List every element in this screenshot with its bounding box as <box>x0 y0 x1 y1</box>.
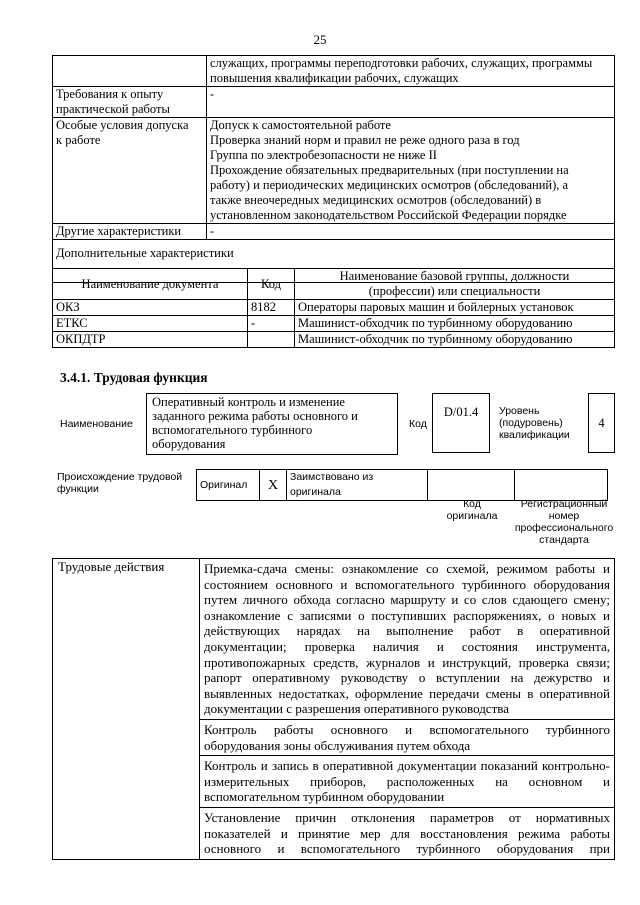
other-label: Другие характеристики <box>53 224 207 240</box>
code-original-line: Код <box>463 498 481 510</box>
continued-label-cell <box>53 56 207 87</box>
borrowed-label: Заимствовано из оригинала <box>287 470 428 501</box>
requirements-table <box>52 55 615 283</box>
action-line: измерительных приборов, расположенных на основном и <box>204 773 610 789</box>
name-label: Наименование <box>60 418 133 430</box>
reg-number-caption <box>514 498 614 546</box>
row-code: 8182 <box>248 300 295 316</box>
row-doc: ОКЗ <box>53 300 248 316</box>
action-line: Установление причин отклонения параметров от нормативных <box>204 809 610 825</box>
action-line: вспомогательном турбинном оборудовании <box>204 789 445 805</box>
code-label: Код <box>409 418 427 430</box>
action-item <box>200 756 615 808</box>
action-line: основного и вспомогательного турбинного оборудования при <box>204 841 610 857</box>
special-line: Прохождение обязательных предварительных (при поступлении на <box>210 163 569 177</box>
code-original-cell <box>428 470 515 501</box>
special-label-line: к работе <box>56 133 101 147</box>
row-code: - <box>248 316 295 332</box>
page-number: 25 <box>313 32 327 47</box>
reg-line: стандарта <box>539 534 589 546</box>
action-line: действующих нарядах на выполнение работ в оперативной <box>204 623 610 639</box>
section-heading: 3.4.1. Трудовая функция <box>60 370 208 385</box>
special-line: установленном законодательством Российской Федерации порядке <box>210 208 567 222</box>
row-name: Машинист-обходчик по турбинному оборудованию <box>295 332 615 348</box>
action-line: выявленных недостатках, оформление передачи смены в оперативной <box>204 685 610 701</box>
special-conditions-value <box>207 118 615 224</box>
origin-label-line: функции <box>57 483 99 495</box>
reg-line: профессионального <box>514 522 614 534</box>
function-name-box <box>146 393 398 455</box>
row-code <box>248 332 295 348</box>
special-line: Допуск к самостоятельной работе <box>210 118 391 132</box>
action-line: путем личного обхода согласно маршруту и со слов сдающего смену; <box>204 592 610 608</box>
special-line: Проверка знаний норм и правил не реже одного раза в год <box>210 133 520 147</box>
action-line: рапорт оперативному руководству о вступлении на дежурство и <box>204 670 610 686</box>
action-line: Контроль работы основного и вспомогательного турбинного <box>204 721 610 737</box>
level-label-line: Уровень <box>499 405 540 417</box>
header-code: Код <box>248 269 295 300</box>
action-line: оборудования зоны обслуживания путем обхода <box>204 737 471 753</box>
special-line: Группа по электробезопасности не ниже II <box>210 148 437 162</box>
action-item <box>200 719 615 755</box>
action-line: документации с разрешения оперативного руководства <box>204 701 509 717</box>
continued-value-cell <box>207 56 615 87</box>
level-label <box>499 405 570 441</box>
reg-line: Регистрационный <box>520 498 608 510</box>
experience-label-line: Требования к опыту <box>56 87 164 101</box>
code-value: D/01.4 <box>443 405 479 419</box>
origin-label <box>57 471 182 495</box>
header-group-line: Наименование базовой группы, должности <box>339 269 570 283</box>
function-name-line: оборудования <box>152 437 226 451</box>
action-line: ознакомление с записями о поступивших распоряжениях, о новых и <box>204 607 610 623</box>
row-doc: ЕТКС <box>53 316 248 332</box>
action-line: состоянием основного и вспомогательного турбинного оборудования <box>204 576 610 592</box>
level-value-box <box>588 393 615 453</box>
action-line: противопожарных средств, журналов и инструкций, проверка связи; <box>204 654 610 670</box>
code-original-line: оригинала <box>446 510 498 522</box>
other-value: - <box>207 224 615 240</box>
header-doc: Наименование документа <box>53 269 248 300</box>
special-label-line: Особые условия допуска <box>56 118 189 132</box>
function-name-line: заданного режима работы основного и <box>152 409 358 423</box>
row-doc: ОКПДТР <box>53 332 248 348</box>
level-value: 4 <box>598 416 605 430</box>
original-mark: X <box>260 470 287 501</box>
action-line: показателей и принятие мер для восстановления режима работы <box>204 825 610 841</box>
labor-actions-table <box>52 558 615 860</box>
original-label: Оригинал <box>197 470 260 501</box>
row-name: Операторы паровых машин и бойлерных установок <box>295 300 615 316</box>
action-line: Приемка-сдача смены: ознакомление со схемой, режимом работы и <box>204 561 610 576</box>
origin-table <box>196 469 608 501</box>
continued-line: служащих, программы переподготовки рабочих, служащих, программы <box>210 56 593 70</box>
table-row <box>53 332 615 348</box>
header-group-line: (профессии) или специальности <box>368 284 541 298</box>
actions-label: Трудовые действия <box>53 559 200 860</box>
level-label-line: квалификации <box>499 429 570 441</box>
additional-title: Дополнительные характеристики <box>53 240 615 283</box>
additional-table <box>52 268 615 348</box>
special-conditions-label <box>53 118 207 224</box>
code-value-box <box>432 393 490 453</box>
experience-value: - <box>207 87 615 118</box>
special-line: работу) и периодических медицинских осмотров (обследований), а <box>210 178 569 192</box>
action-item <box>200 559 615 720</box>
header-group <box>295 269 615 300</box>
origin-label-line: Происхождение трудовой <box>57 471 183 483</box>
experience-label <box>53 87 207 118</box>
action-item <box>200 807 615 859</box>
code-original-caption <box>430 498 514 522</box>
function-name-line: вспомогательного турбинного <box>152 423 313 437</box>
reg-number-cell <box>515 470 608 501</box>
experience-label-line: практической работы <box>56 102 170 116</box>
table-row <box>53 316 615 332</box>
row-name: Машинист-обходчик по турбинному оборудованию <box>295 316 615 332</box>
table-row <box>53 300 615 316</box>
action-line: Контроль и запись в оперативной документации показаний контрольно- <box>204 758 610 774</box>
special-line: также внеочередных медицинских осмотров (обследований) в <box>210 193 542 207</box>
continued-line: повышения квалификации рабочих, служащих <box>210 71 459 85</box>
reg-line: номер <box>548 510 580 522</box>
action-line: документации; проверка наличия и состояния инструмента, <box>204 638 610 654</box>
level-label-line: (подуровень) <box>499 417 563 429</box>
function-name-line: Оперативный контроль и изменение <box>152 395 345 409</box>
